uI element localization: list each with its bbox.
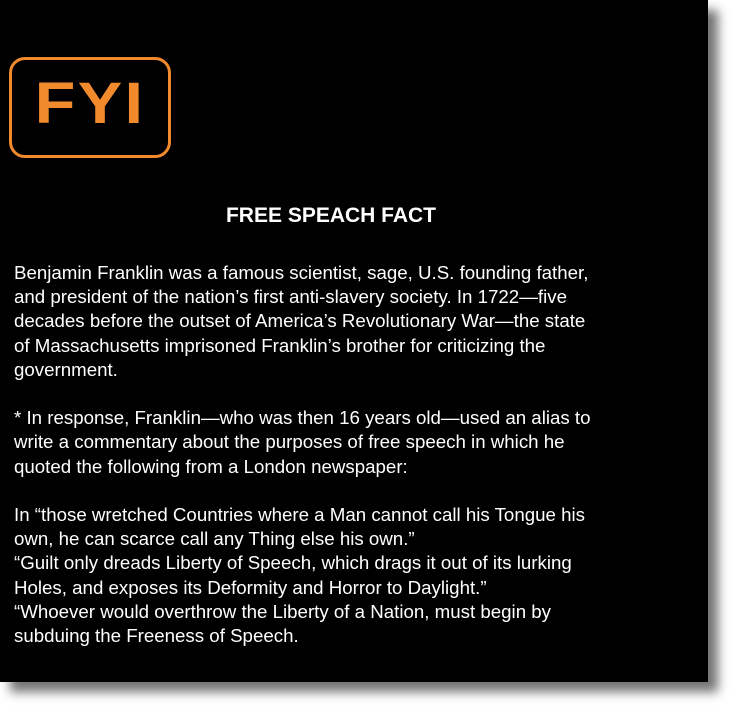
text-line: * In response, Franklin—who was then 16 years old—used an alias to <box>14 407 591 429</box>
text-line: Benjamin Franklin was a famous scientist, sage, U.S. founding father, <box>14 262 589 283</box>
text-line: In “those wretched Countries where a Man cannot call his Tongue his <box>14 504 585 525</box>
text-line: and president of the nation’s first anti-slavery society. In 1722—five <box>14 286 567 308</box>
text-line: subduing the Freeness of Speech. <box>14 625 299 647</box>
text-line: own, he can scarce call any Thing else his own.” <box>14 528 415 550</box>
text-line: government. <box>14 358 118 380</box>
paragraph-quotes <box>14 503 694 648</box>
fyi-logo-text: FYI <box>34 71 146 136</box>
text-line: decades before the outset of America’s Revolutionary War—the state <box>14 310 586 332</box>
text-line: Holes, and exposes its Deformity and Horror to Daylight.” <box>14 576 487 598</box>
page-title: FREE SPEACH FACT <box>225 204 437 227</box>
text-line: quoted the following from a London newspaper: <box>14 455 408 477</box>
text-line: “Guilt only dreads Liberty of Speech, which drags it out of its lurking <box>14 552 572 574</box>
paragraph-intro <box>14 261 694 382</box>
fact-body <box>14 261 694 672</box>
text-line: of Massachusetts imprisoned Franklin’s brother for criticizing the <box>14 334 546 356</box>
fyi-logo <box>9 57 171 158</box>
paragraph-response <box>14 406 694 479</box>
text-line: write a commentary about the purposes of free speech in which he <box>14 431 565 453</box>
text-line: “Whoever would overthrow the Liberty of a Nation, must begin by <box>14 600 552 622</box>
